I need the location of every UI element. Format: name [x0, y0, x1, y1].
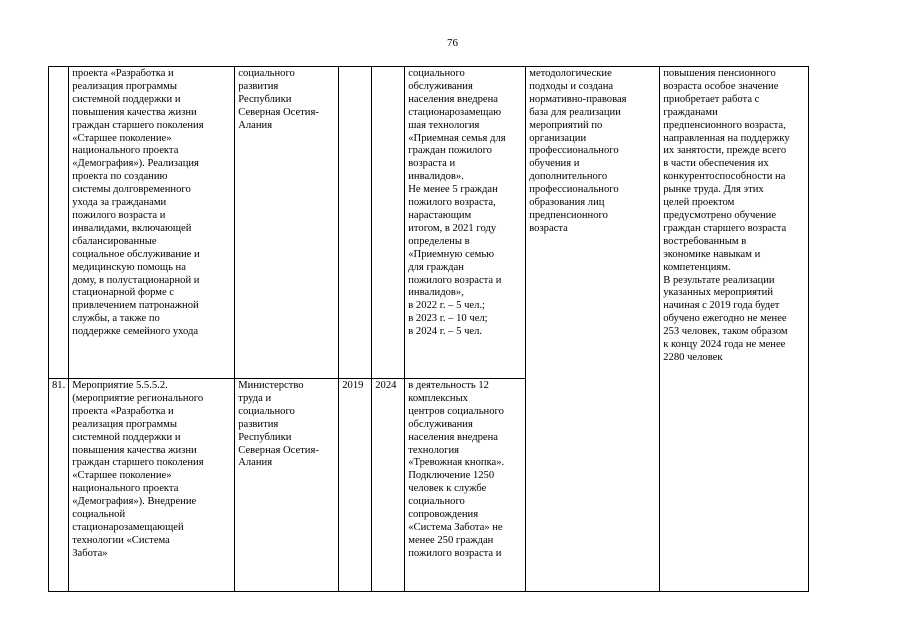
measures-table — [48, 66, 809, 592]
goal-cell: методологические подходы и создана нормативно-правовая база для реализации мероприятий по организации профессионального обучения и дополнительного профессионального образования лиц предпенсионного возраста — [526, 67, 660, 592]
event-cell: проекта «Разработка и реализация программы системной поддержки и повышения качества жизни граждан старшего поколения «Старшее поколение» национального проекта «Демография»). Реализация проекта по созданию системы долговременного ухода за гражданами пожилого возраста и инвалидами, включающей сбалансированные социальное обслуживание и медицинскую помощь на дому, в полустационарной и стационарной форме с привлечением патронажной службы, а также по поддержке семейного ухода — [69, 67, 235, 379]
page-number: 76 — [447, 37, 458, 49]
row-number-cell — [49, 67, 69, 379]
table-row — [49, 67, 809, 379]
effect-cell: повышения пенсионного возраста особое значение приобретает работа с гражданами предпенсионного возраста, направленная на поддержку их занятости, прежде всего в части обеспечения их конкурентоспособности на рынке труда. Для этих целей проектом предусмотрено обучение граждан старшего возраста востребованным в экономике навыкам и компетенциям. В результате реализации указанных мероприятий начиная с 2019 года будет обучено ежегодно не менее 253 человек, таком образом к концу 2024 года не менее 2280 человек — [660, 67, 809, 592]
event-cell: Мероприятие 5.5.5.2. (мероприятие регионального проекта «Разработка и реализация программы системной поддержки и повышения качества жизни граждан старшего поколения «Старшее поколение» национального проекта «Демография»). Внедрение социальной стационарозамещающей технологии «Система Забота» — [69, 379, 235, 592]
end-year-cell: 2024 — [372, 379, 405, 592]
start-year-cell — [339, 67, 372, 379]
row-number-cell: 81. — [49, 379, 69, 592]
executor-cell: Министерство труда и социального развития Республики Северная Осетия- Алания — [235, 379, 339, 592]
result-cell: социального обслуживания населения внедрена стационарозамещаю шая технология «Приемная семья для граждан пожилого возраста и инвалидов». Не менее 5 граждан пожилого возраста, нарастающим итогом, в 2021 году определены в «Приемную семью для граждан пожилого возраста и инвалидов», в 2022 г. – 5 чел.; в 2023 г. – 10 чел; в 2024 г. – 5 чел. — [405, 67, 526, 379]
executor-cell: социального развития Республики Северная Осетия- Алания — [235, 67, 339, 379]
end-year-cell — [372, 67, 405, 379]
start-year-cell: 2019 — [339, 379, 372, 592]
result-cell: в деятельность 12 комплексных центров социального обслуживания населения внедрена технология «Тревожная кнопка». Подключение 1250 человек к службе социального сопровождения «Система Забота» не менее 250 граждан пожилого возраста и — [405, 379, 526, 592]
